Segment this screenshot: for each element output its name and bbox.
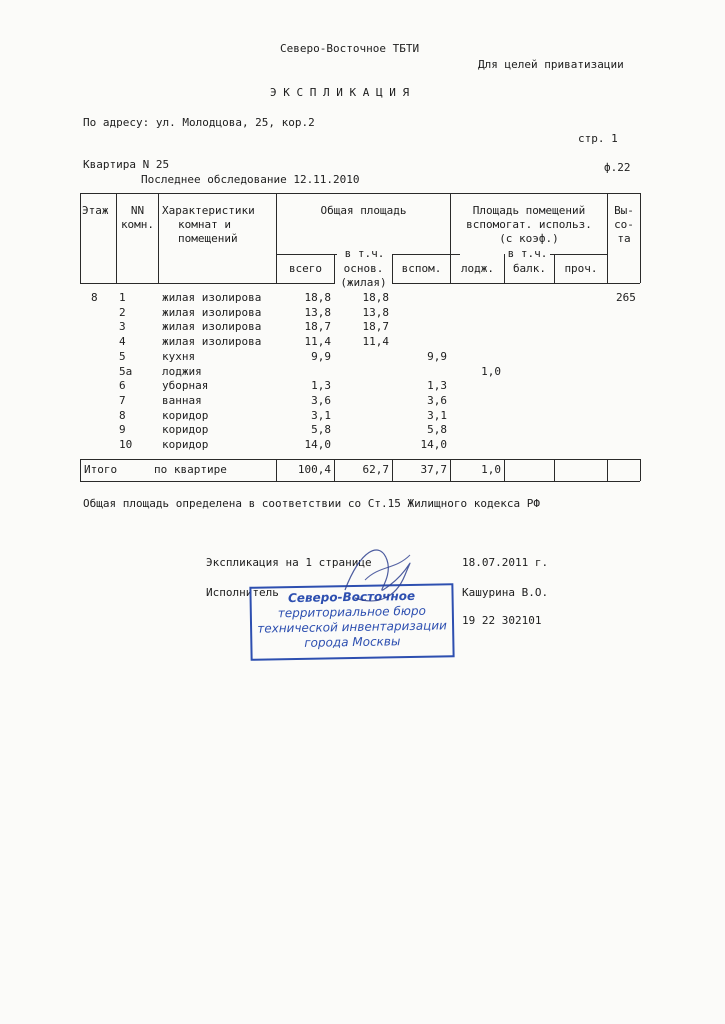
header-aux-col: вспом.	[401, 262, 442, 275]
executor-label: Исполнитель	[206, 586, 279, 599]
area-total: 18,7	[304, 320, 331, 334]
area-aux: 5,8	[427, 423, 447, 437]
floor-value: 8	[91, 291, 98, 304]
registration-code: 19 22 302101	[462, 614, 542, 627]
room-number: 5	[119, 349, 126, 363]
room-number: 4	[119, 335, 126, 349]
room-type: жилая изолирова	[162, 291, 262, 304]
header-characteristics-3: помещений	[178, 232, 238, 245]
area-total: 9,9	[311, 349, 331, 363]
header-height-2: со-	[614, 218, 634, 231]
survey-date: Последнее обследование 12.11.2010	[141, 173, 360, 186]
room-type: жилая изолирова	[162, 335, 262, 349]
header-main: основ.	[343, 262, 384, 275]
header-including-1: в т.ч.	[337, 247, 392, 261]
height-value: 265	[616, 291, 636, 304]
area-note: Общая площадь определена в соответствии со Ст.15 Жилищного кодекса РФ	[83, 497, 540, 510]
header-other: проч.	[564, 262, 598, 275]
header-all: всего	[288, 262, 323, 275]
area-aux: 14,0	[420, 438, 447, 451]
stamp-line-4: города Москвы	[304, 634, 401, 650]
room-type: жилая изолирова	[162, 305, 262, 319]
header-aux-area-2: вспомогат. использ.	[466, 218, 592, 231]
area-total: 13,8	[304, 305, 331, 319]
stamp-line-1: Северо-Восточное	[287, 588, 416, 606]
header-balcony: балк.	[512, 262, 547, 275]
signature	[335, 530, 425, 610]
issue-date: 18.07.2011 г.	[462, 556, 549, 569]
header-main-2: (жилая)	[335, 276, 392, 290]
header-floor: Этаж	[82, 204, 109, 217]
area-aux: 3,1	[427, 408, 447, 422]
header-characteristics: Характеристики	[162, 204, 255, 217]
area-aux: 3,6	[427, 393, 447, 407]
purpose: Для целей приватизации	[478, 58, 624, 71]
room-type: лоджия	[162, 364, 202, 378]
area-loggia: 1,0	[481, 364, 501, 378]
header-aux-area: Площадь помещений	[472, 204, 586, 217]
room-type: уборная	[162, 379, 209, 393]
room-number: 10	[119, 438, 133, 451]
area-aux: 1,3	[427, 379, 447, 393]
area-main: 13,8	[362, 305, 389, 319]
room-type: коридор	[162, 408, 209, 422]
room-number: 8	[119, 408, 126, 422]
header-nn-2: комн.	[120, 218, 155, 231]
room-type: ванная	[162, 393, 202, 407]
header-height: Вы-	[614, 204, 634, 217]
area-aux: 9,9	[427, 349, 447, 363]
header-loggia: лодж.	[460, 262, 495, 275]
area-total: 1,3	[311, 379, 331, 393]
area-total: 18,8	[304, 291, 331, 304]
totals-label-2: по квартире	[154, 463, 227, 476]
room-number: 9	[119, 423, 126, 437]
room-number: 2	[119, 305, 126, 319]
address: По адресу: ул. Молодцова, 25, кор.2	[83, 116, 315, 129]
header-aux-area-3: (с коэф.)	[499, 232, 559, 245]
room-number: 3	[119, 320, 126, 334]
room-number: 5а	[119, 364, 133, 378]
room-type: коридор	[162, 438, 209, 451]
totals-loggia: 1,0	[481, 463, 501, 476]
header-characteristics-2: комнат и	[178, 218, 231, 231]
form-number: ф.22	[604, 161, 631, 174]
org-name: Северо-Восточное ТБТИ	[280, 42, 420, 55]
document-title: Э К С П Л И К А Ц И Я	[270, 86, 410, 99]
stamp-line-3: технической инвентаризации	[257, 618, 447, 636]
totals-aux: 37,7	[420, 463, 447, 476]
apartment: Квартира N 25	[83, 158, 170, 171]
page-number: стр. 1	[578, 132, 618, 145]
header-total-area: Общая площадь	[320, 204, 407, 217]
area-total: 3,1	[311, 408, 331, 422]
executor-name: Кашурина В.О.	[462, 586, 549, 599]
room-type: жилая изолирова	[162, 320, 262, 334]
totals-main: 62,7	[362, 463, 389, 476]
pages-count: Экспликация на 1 странице	[206, 556, 372, 569]
area-total: 3,6	[311, 393, 331, 407]
totals-label: Итого	[84, 463, 118, 476]
totals-total: 100,4	[297, 463, 331, 476]
room-type: коридор	[162, 423, 209, 437]
area-main: 11,4	[362, 335, 389, 349]
header-including-2: в т.ч.	[505, 247, 550, 261]
area-main: 18,7	[362, 320, 389, 334]
header-height-3: та	[617, 232, 631, 245]
header-nn: NN	[130, 204, 145, 217]
room-number: 7	[119, 393, 126, 407]
area-total: 11,4	[304, 335, 331, 349]
room-type: кухня	[162, 349, 196, 363]
area-total: 14,0	[304, 438, 331, 451]
room-number: 6	[119, 379, 126, 393]
room-number: 1	[119, 291, 126, 304]
stamp-line-2: территориальное бюро	[277, 603, 426, 621]
area-main: 18,8	[362, 291, 389, 304]
area-total: 5,8	[311, 423, 331, 437]
